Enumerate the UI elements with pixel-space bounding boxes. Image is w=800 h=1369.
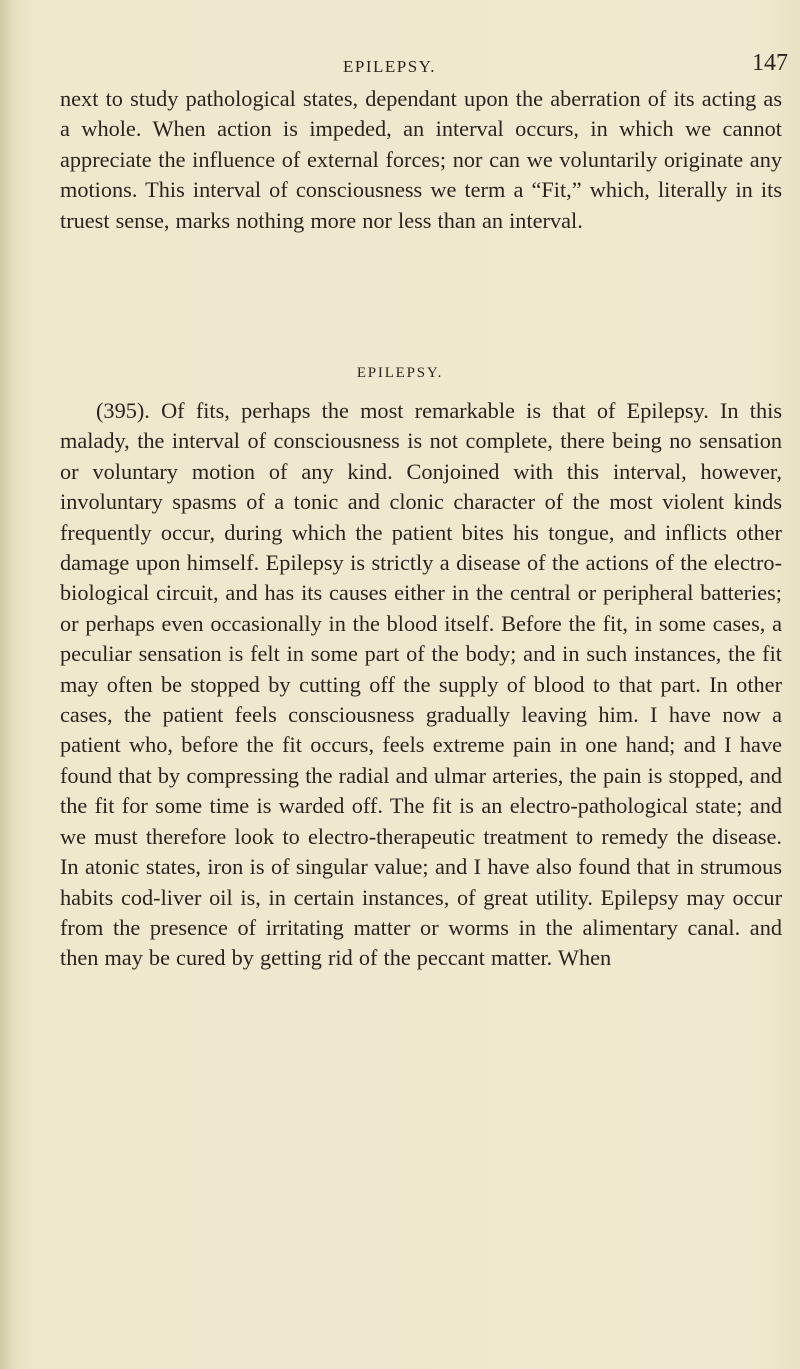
section-paragraph: (395). Of fits, perhaps the most remarkable is that of Epilepsy. In this malady, the interval of consciousness is not complete, there being no sensation or voluntary motion of any kind. Conjoined with this interval, however, involuntary spasms of a tonic and clonic character of the most violent kinds frequently occur, during which the patient bites his tongue, and inflicts other damage upon himself. Epilepsy is strictly a disease of the actions of the electro-biological circuit, and has its causes either in the central or peripheral batteries; or perhaps even occasionally in the blood itself. Before the fit, in some cases, a peculiar sensation is felt in some part of the body; and in such instances, the fit may often be stopped by cutting off the supply of blood to that part. In other cases, the patient feels consciousness gradually leaving him. I have now a patient who, before the fit occurs, feels extreme pain in one hand; and I have found that by compressing the radial and ulmar arteries, the pain is stopped, and the fit for some time is warded off. The fit is an electro-pathological state; and we must therefore look to electro-therapeutic treatment to remedy the disease. In atonic states, iron is of singular value; and I have also found that in strumous habits cod-liver oil is, in certain instances, of great utility. Epilepsy may occur from the presence of irritating matter or worms in the alimentary canal. and then may be cured by getting rid of the peccant matter. When — [60, 398, 782, 971]
continuation-paragraph: next to study pathological states, dependant upon the aberration of its acting as a whole. When action is impeded, an interval occurs, in which we cannot appreciate the influence of external forces; nor can we voluntarily originate any motions. This interval of consciousness we term a “Fit,” which, literally in its truest sense, marks nothing more nor less than an interval. — [60, 86, 782, 233]
page-number: 147 — [752, 50, 788, 76]
running-title: EPILEPSY. — [343, 57, 437, 76]
running-head — [60, 52, 790, 82]
section-heading: EPILEPSY. — [356, 365, 444, 381]
